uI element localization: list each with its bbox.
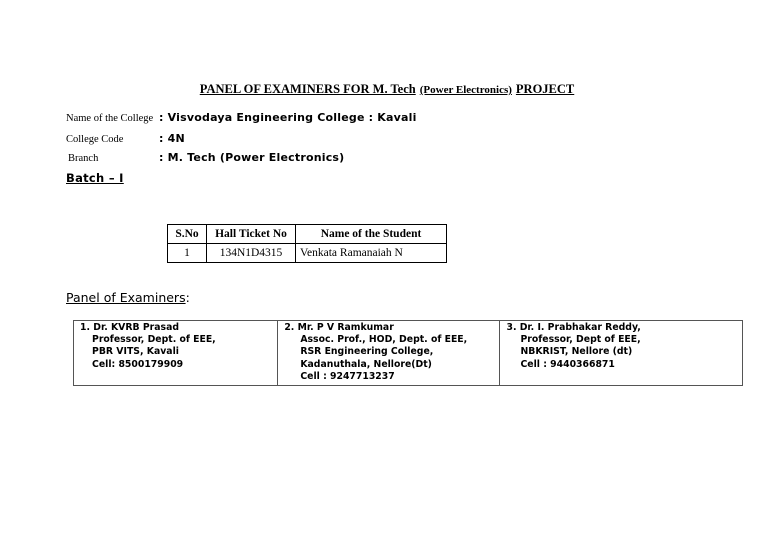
header-student-name: Name of the Student xyxy=(296,225,447,244)
examiner-2-name: 2. Mr. P V Ramkumar xyxy=(284,322,394,333)
examiner-1-name: 1. Dr. KVRB Prasad xyxy=(80,322,179,333)
title-tail: PROJECT xyxy=(515,82,575,96)
examiner-2 xyxy=(278,321,500,386)
examiner-3-designation: Professor, Dept of EEE, xyxy=(520,334,641,346)
title-main: PANEL OF EXAMINERS FOR M. Tech xyxy=(199,82,416,96)
document-title xyxy=(0,82,768,97)
examiner-2-address: Kadanuthala, Nellore(Dt) xyxy=(300,358,432,370)
examiner-3-cell: Cell : 9440366871 xyxy=(520,358,615,370)
college-code-value: : 4N xyxy=(159,132,185,145)
examiner-3 xyxy=(500,321,743,386)
header-hall-ticket: Hall Ticket No xyxy=(207,225,296,244)
title-paren: (Power Electronics) xyxy=(419,84,512,96)
examiner-1-designation: Professor, Dept. of EEE, xyxy=(92,334,216,346)
examiner-2-institution: RSR Engineering College, xyxy=(300,346,434,358)
header-sno: S.No xyxy=(168,225,207,244)
panel-heading-text: Panel of Examiners xyxy=(66,290,186,305)
examiner-3-institution: NBKRIST, Nellore (dt) xyxy=(520,346,633,358)
examiner-1-cell: Cell: 8500179909 xyxy=(92,358,184,370)
examiners-row xyxy=(74,321,743,386)
batch-heading: Batch – I xyxy=(66,171,124,185)
college-code-row xyxy=(66,132,185,145)
branch-label: Branch xyxy=(68,153,99,164)
college-name-row xyxy=(66,111,417,124)
examiner-2-designation: Assoc. Prof., HOD, Dept. of EEE, xyxy=(300,334,468,346)
examiner-1-institution: PBR VITS, Kavali xyxy=(92,346,179,358)
students-header-row xyxy=(168,225,447,244)
examiners-table xyxy=(73,320,743,386)
students-table xyxy=(167,224,447,263)
branch-value: : M. Tech (Power Electronics) xyxy=(159,151,345,164)
panel-heading-colon: : xyxy=(185,290,190,305)
cell-student-name: Venkata Ramanaiah N xyxy=(296,244,447,263)
cell-sno: 1 xyxy=(168,244,207,263)
examiner-3-name: 3. Dr. I. Prabhakar Reddy, xyxy=(506,322,641,333)
table-row xyxy=(168,244,447,263)
college-name-value: : Visvodaya Engineering College : Kavali xyxy=(159,111,417,124)
cell-hall-ticket: 134N1D4315 xyxy=(207,244,296,263)
examiner-1 xyxy=(74,321,278,386)
examiner-2-cell: Cell : 9247713237 xyxy=(300,370,395,382)
panel-heading xyxy=(66,290,190,305)
branch-row xyxy=(66,151,344,164)
college-code-label: College Code xyxy=(66,134,124,145)
college-name-label: Name of the College xyxy=(66,113,154,124)
